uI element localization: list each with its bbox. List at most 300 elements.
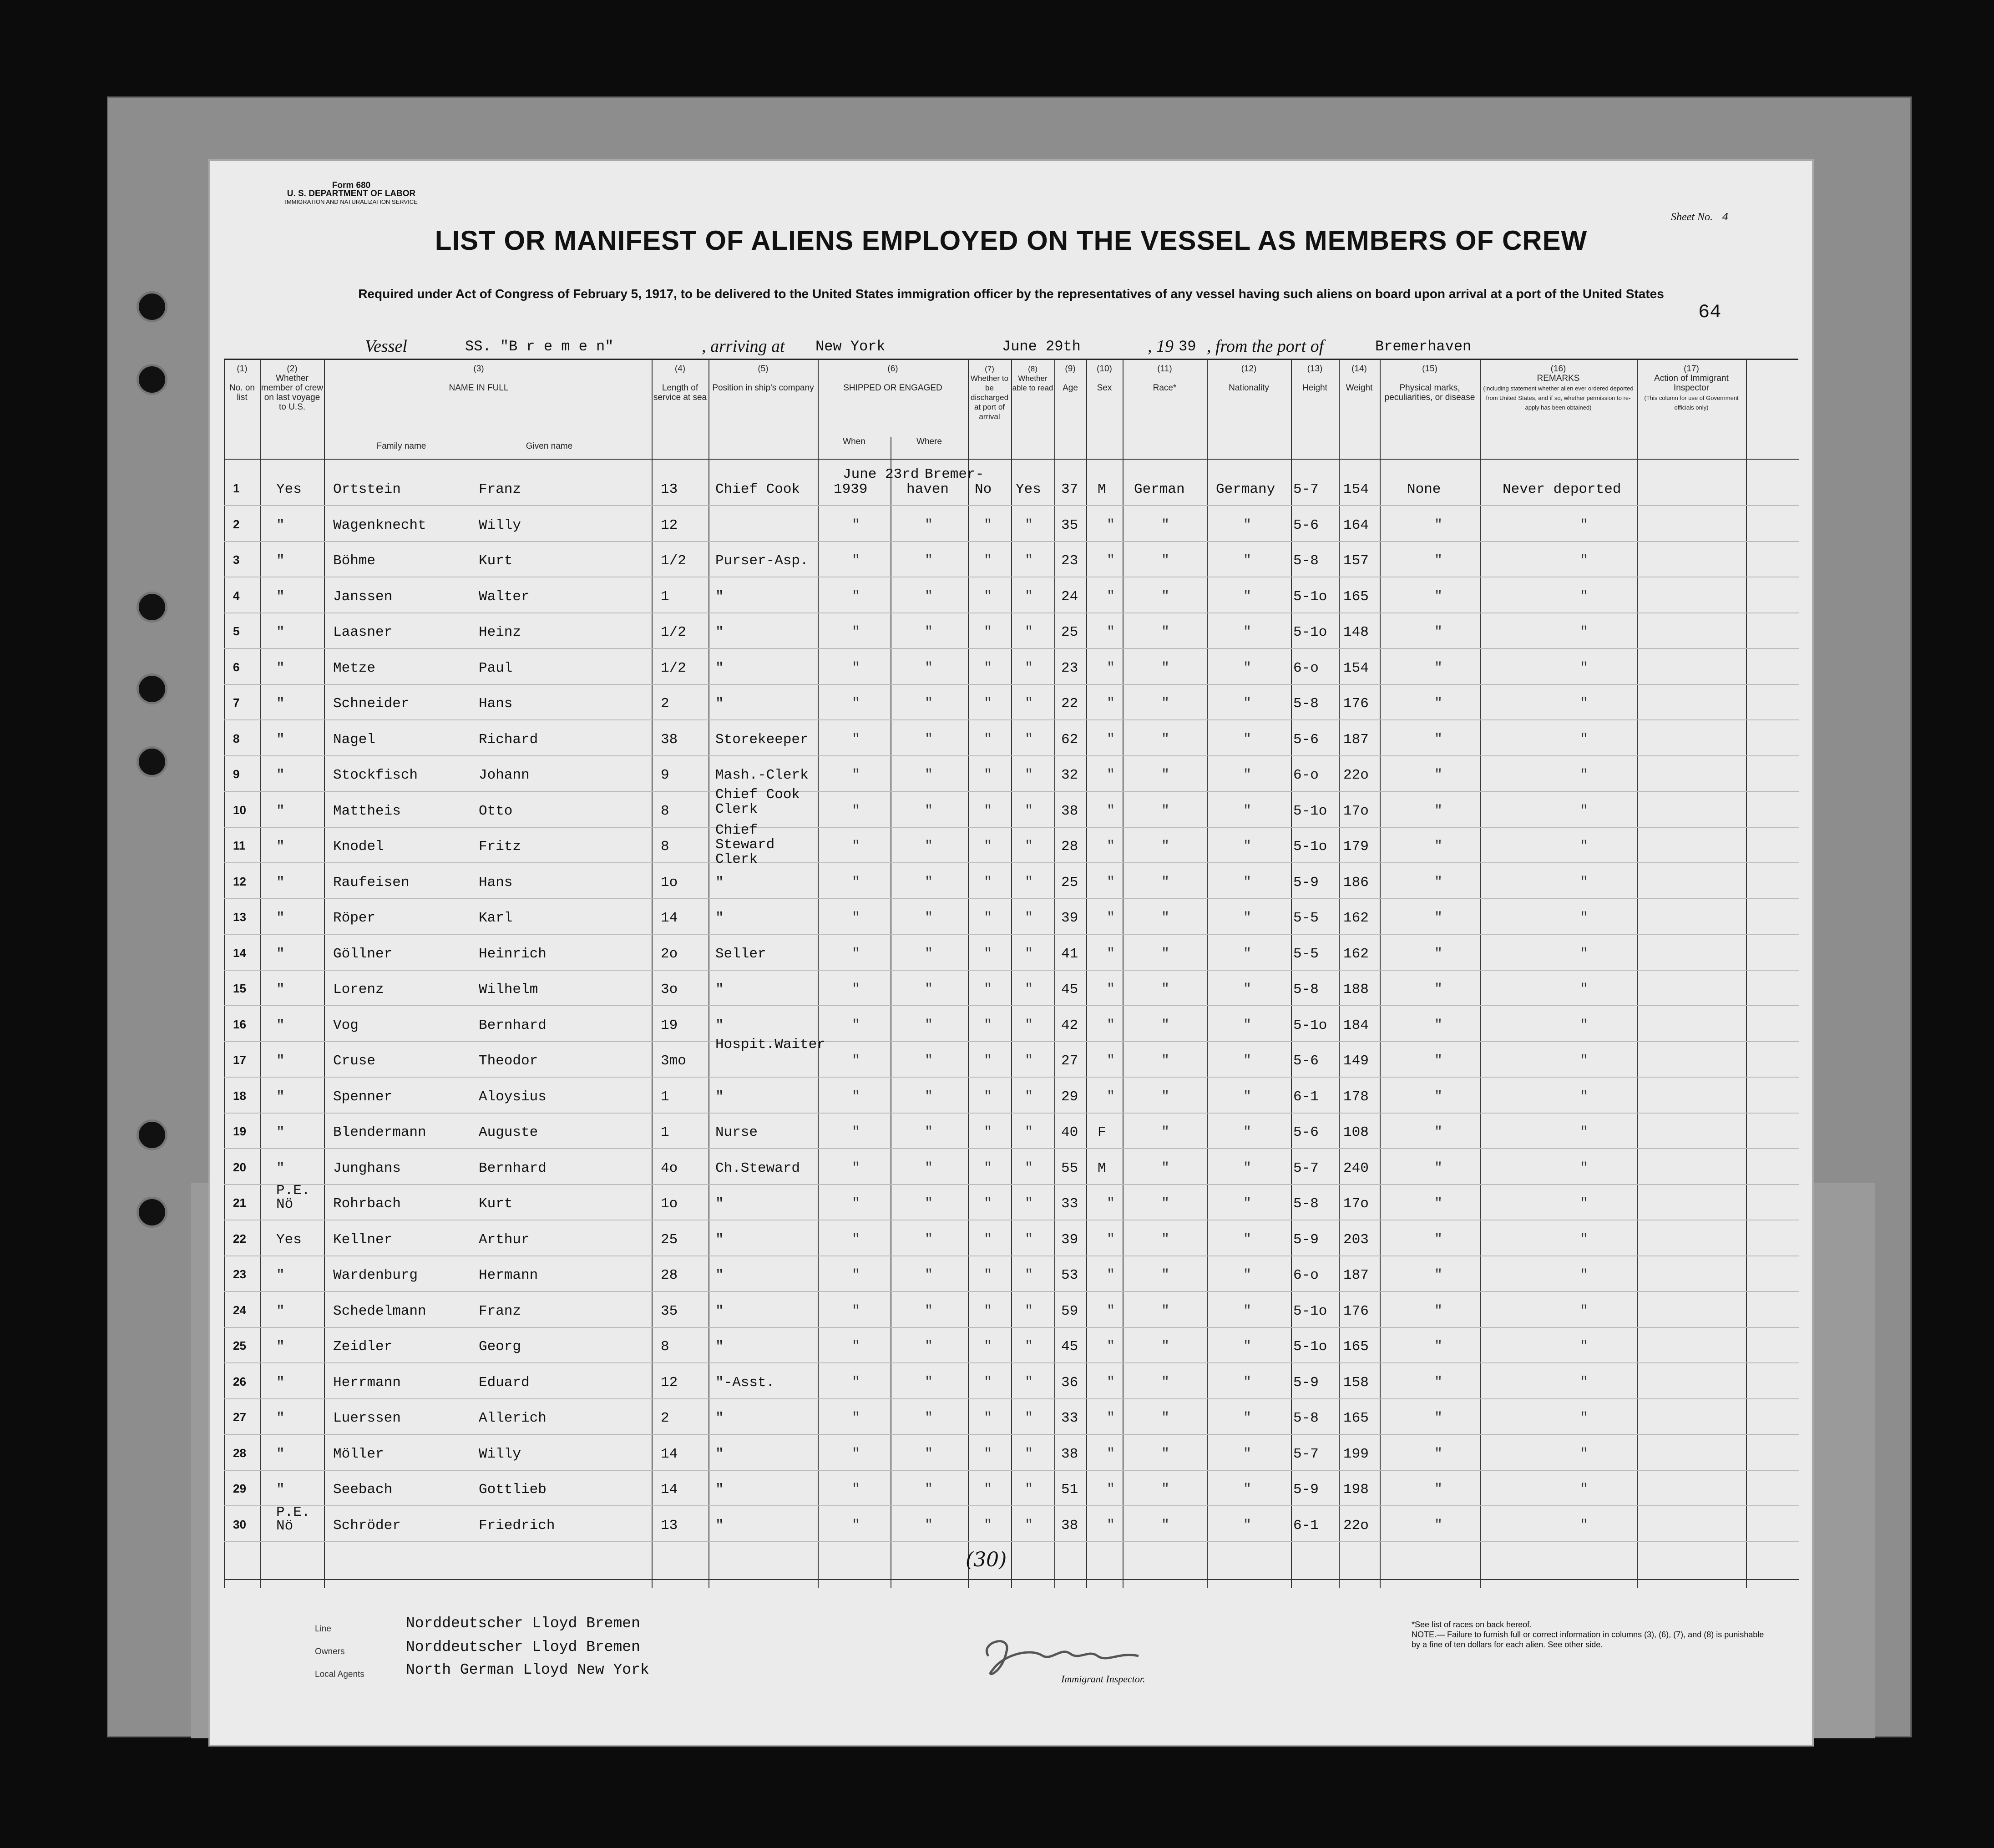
manifest-footer [256,1606,1776,1720]
cell-service: 25 [661,1231,678,1248]
cell-family: Schröder [333,1517,401,1534]
cell-read: " [1025,803,1033,819]
shipped-when-top: June 23rd [843,466,919,482]
cell-age: 23 [1061,660,1078,676]
cell-age: 33 [1061,1196,1078,1212]
cell-service: 1/2 [661,660,686,676]
cell-marks: " [1434,839,1443,854]
cell-sex: " [1107,982,1115,997]
cell-no: 20 [233,1160,246,1174]
cell-marks: " [1434,910,1443,926]
cell-read: " [1025,624,1033,640]
col-header-race: (11) Race* [1153,364,1177,393]
cell-when: " [852,1089,860,1104]
cell-position: "-Asst. [715,1374,775,1391]
table-row [224,1116,1799,1152]
cell-read: " [1025,1374,1033,1390]
races-note: *See list of races on back hereof. [1412,1620,1532,1629]
cell-height: 5-1o [1293,803,1327,819]
table-row [224,509,1799,545]
cell-weight: 184 [1343,1017,1369,1033]
col-header-service: (4) Length of service at sea [653,364,707,402]
fine-note: NOTE.— Failure to furnish full or correct information in columns (3), (6), (7), and (8) is punishable by a fine of ten dollars for each alien. See other side. [1412,1630,1764,1649]
cell-weight: 149 [1343,1053,1369,1069]
cell-no: 12 [233,874,246,888]
cell-sex: " [1107,1231,1115,1247]
cell-weight: 165 [1343,1339,1369,1355]
cell-race: " [1161,1446,1170,1462]
cell-position: " [715,660,724,676]
cell-given: Arthur [479,1231,530,1248]
cell-nationality: " [1243,588,1252,604]
cell-family: Ortstein [333,481,401,497]
table-row [224,652,1799,688]
cell-no: 8 [233,731,240,745]
cell-family: Nagel [333,731,376,748]
cell-height: 6-1 [1293,1517,1319,1534]
cell-discharged: " [984,1339,992,1354]
cell-prev: " [276,874,285,891]
cell-service: 14 [661,1446,678,1462]
cell-discharged: " [984,1196,992,1211]
cell-race: " [1161,946,1170,962]
cell-where: " [925,946,933,962]
cell-marks: " [1434,1196,1443,1211]
cell-sex: M [1098,481,1106,497]
cell-sex: " [1107,1053,1115,1068]
cell-nationality: " [1243,731,1252,747]
cell-weight: 158 [1343,1374,1369,1391]
cell-age: 38 [1061,1446,1078,1462]
year-suffix: 39 [1179,338,1196,355]
cell-service: 4o [661,1160,678,1176]
cell-where: " [925,1160,933,1176]
cell-given: Fritz [479,839,521,855]
cell-sex: " [1107,1017,1115,1033]
cell-prev: " [276,517,285,533]
cell-where: " [925,624,933,640]
binder-hole [137,291,167,322]
cell-when: " [852,1482,860,1497]
cell-height: 6-o [1293,1267,1319,1283]
cell-height: 6-o [1293,767,1319,783]
cell-race: " [1161,660,1170,676]
cell-nationality: " [1243,1089,1252,1104]
cell-discharged: " [984,588,992,604]
cell-race: " [1161,696,1170,711]
cell-age: 33 [1061,1410,1078,1426]
cell-when: " [852,517,860,533]
cell-service: 2o [661,946,678,962]
cell-no: 11 [233,839,246,852]
cell-given: Hermann [479,1267,538,1283]
cell-remarks: " [1580,803,1589,819]
cell-race: " [1161,1410,1170,1426]
cell-age: 39 [1061,1231,1078,1248]
cell-service: 8 [661,1339,669,1355]
cell-race: " [1161,767,1170,783]
cell-when: " [852,1374,860,1390]
arriving-port: New York [815,338,886,355]
cell-prev: " [276,767,285,783]
cell-where: " [925,1482,933,1497]
cell-when: " [852,1517,860,1533]
cell-weight: 148 [1343,624,1369,640]
year-prefix: , 19 [1148,337,1174,356]
cell-weight: 157 [1343,553,1369,569]
table-row [224,938,1799,973]
cell-no: 17 [233,1053,246,1067]
cell-age: 37 [1061,481,1078,497]
cell-when: " [852,1124,860,1140]
cell-nationality: " [1243,803,1252,819]
cell-when: " [852,1160,860,1176]
cell-read: " [1025,1160,1033,1176]
table-row [224,1402,1799,1438]
cell-read: " [1025,660,1033,676]
cell-family: Cruse [333,1053,376,1069]
cell-prev: " [276,1089,285,1105]
arriving-label: , arriving at [702,337,785,356]
agents-label: Local Agents [315,1670,364,1679]
cell-marks: " [1434,1017,1443,1033]
cell-weight: 187 [1343,731,1369,748]
col-header-no: (1) No. on list [229,364,255,402]
cell-when: " [852,1231,860,1247]
cell-race: " [1161,1089,1170,1104]
cell-height: 5-1o [1293,1017,1327,1033]
cell-given: Franz [479,481,521,497]
cell-no: 30 [233,1517,246,1531]
cell-nationality: " [1243,1053,1252,1068]
cell-discharged: " [984,767,992,783]
cell-marks: " [1434,1053,1443,1068]
cell-nationality: " [1243,696,1252,711]
cell-family: Luerssen [333,1410,401,1426]
cell-where: " [925,1196,933,1211]
cell-read: " [1025,731,1033,747]
line-value: Norddeutscher Lloyd Bremen [406,1615,640,1632]
col-header-nationality: (12) Nationality [1229,364,1269,393]
cell-discharged: " [984,1446,992,1462]
cell-age: 45 [1061,982,1078,997]
cell-given: Auguste [479,1124,538,1140]
cell-where: " [925,1231,933,1247]
cell-prev: " [276,731,285,748]
cell-marks: " [1434,1517,1443,1533]
cell-nationality: " [1243,1482,1252,1497]
cell-when: " [852,982,860,997]
cell-given: Paul [479,660,513,676]
cell-no: 16 [233,1017,246,1031]
cell-given: Willy [479,1446,521,1462]
cell-family: Vog [333,1017,359,1033]
cell-nationality: " [1243,660,1252,676]
cell-family: Böhme [333,553,376,569]
cell-given: Heinrich [479,946,547,962]
cell-marks: " [1434,1089,1443,1104]
cell-marks: " [1434,624,1443,640]
cell-family: Blendermann [333,1124,426,1140]
cell-read: " [1025,696,1033,711]
cell-discharged: " [984,1089,992,1104]
cell-when: " [852,1410,860,1426]
cell-height: 5-1o [1293,588,1327,605]
cell-nationality: " [1243,767,1252,783]
cell-sex: " [1107,1374,1115,1390]
cell-marks: " [1434,1160,1443,1176]
cell-position: " [715,1196,724,1212]
cell-race: " [1161,1374,1170,1390]
table-row [224,545,1799,580]
cell-weight: 162 [1343,946,1369,962]
cell-given: Friedrich [479,1517,555,1534]
cell-remarks: " [1580,1482,1589,1497]
cell-race: " [1161,839,1170,854]
cell-read: " [1025,1231,1033,1247]
cell-sex: " [1107,660,1115,676]
cell-read: " [1025,1017,1033,1033]
cell-given: Wilhelm [479,982,538,997]
table-row [224,473,1799,509]
cell-where: " [925,517,933,533]
cell-discharged: " [984,874,992,890]
cell-weight: 187 [1343,1267,1369,1283]
cell-discharged: " [984,1231,992,1247]
cell-service: 2 [661,1410,669,1426]
inspector-label: Immigrant Inspector. [1061,1673,1145,1685]
cell-discharged: " [984,624,992,640]
cell-prev: " [276,1410,285,1426]
cell-no: 4 [233,588,240,602]
cell-sex: " [1107,839,1115,854]
cell-where: " [925,696,933,711]
cell-age: 45 [1061,1339,1078,1355]
cell-height: 5-8 [1293,696,1319,712]
cell-position: Chief Cook [715,481,800,497]
cell-sex: " [1107,910,1115,926]
cell-height: 5-7 [1293,481,1319,497]
cell-when: " [852,553,860,568]
cell-where: " [925,553,933,568]
cell-race: German [1134,481,1185,497]
cell-no: 3 [233,553,240,567]
cell-when: " [852,874,860,890]
cell-position: " [715,1482,724,1498]
cell-height: 5-6 [1293,731,1319,748]
cell-age: 39 [1061,910,1078,926]
cell-no: 6 [233,660,240,674]
cell-nationality: " [1243,874,1252,890]
cell-service: 1 [661,1089,669,1105]
cell-when: " [852,1053,860,1068]
cell-sex: " [1107,767,1115,783]
cell-family: Röper [333,910,376,926]
cell-sex: " [1107,1517,1115,1533]
cell-when: " [852,1017,860,1033]
cell-remarks: Never deported [1503,481,1621,497]
table-row [224,822,1799,867]
cell-where: haven [906,481,949,497]
cell-when: " [852,910,860,926]
cell-marks: " [1434,1374,1443,1390]
cell-when: " [852,839,860,854]
cell-family: Möller [333,1446,384,1462]
table-row [224,1009,1799,1045]
cell-race: " [1161,1017,1170,1033]
table-row [224,616,1799,652]
cell-position: Ch.Steward [715,1160,800,1176]
table-row [224,973,1799,1009]
owners-value: Norddeutscher Lloyd Bremen [406,1639,640,1656]
cell-service: 38 [661,731,678,748]
cell-marks: " [1434,553,1443,568]
cell-service: 1 [661,588,669,605]
cell-nationality: " [1243,1446,1252,1462]
cell-prev: " [276,553,285,569]
cell-nationality: " [1243,553,1252,568]
cell-service: 1/2 [661,553,686,569]
sheet-number: 4 [1721,212,1729,224]
cell-race: " [1161,1303,1170,1319]
cell-service: 1 [661,1124,669,1140]
col-header-weight: (14) Weight [1346,364,1373,393]
cell-height: 5-5 [1293,946,1319,962]
cell-remarks: " [1580,696,1589,711]
cell-when: " [852,1196,860,1211]
cell-height: 5-8 [1293,553,1319,569]
cell-remarks: " [1580,731,1589,747]
cell-race: " [1161,982,1170,997]
cell-race: " [1161,1267,1170,1283]
cell-no: 2 [233,517,240,531]
cell-marks: " [1434,588,1443,604]
cell-race: " [1161,1160,1170,1176]
table-row [224,1152,1799,1188]
cell-family: Rohrbach [333,1196,401,1212]
cell-age: 55 [1061,1160,1078,1176]
cell-discharged: " [984,803,992,819]
cell-weight: 165 [1343,1410,1369,1426]
cell-prev: " [276,1017,285,1033]
cell-weight: 179 [1343,839,1369,855]
cell-remarks: " [1580,874,1589,890]
cell-position: " [715,1517,724,1534]
cell-sex: " [1107,874,1115,890]
cell-marks: " [1434,1446,1443,1462]
table-row [224,1183,1799,1223]
cell-race: " [1161,553,1170,568]
cell-height: 5-6 [1293,517,1319,533]
cell-where: " [925,839,933,854]
cell-race: " [1161,1482,1170,1497]
cell-position: " [715,624,724,640]
cell-family: Kellner [333,1231,393,1248]
cell-service: 12 [661,517,678,533]
cell-when: " [852,660,860,676]
cell-discharged: " [984,1017,992,1033]
cell-remarks: " [1580,1124,1589,1140]
cell-given: Willy [479,517,521,533]
cell-where: " [925,1017,933,1033]
cell-when: " [852,1303,860,1319]
cell-where: " [925,803,933,819]
cell-sex: " [1107,1482,1115,1497]
page-number: 64 [1698,301,1721,323]
col-header-name: (3) NAME IN FULL [449,364,509,393]
cell-height: 5-1o [1293,624,1327,640]
cell-age: 38 [1061,803,1078,819]
cell-given: Kurt [479,1196,513,1212]
cell-family: Schedelmann [333,1303,426,1319]
cell-height: 5-7 [1293,1446,1319,1462]
cell-race: " [1161,731,1170,747]
cell-nationality: " [1243,1231,1252,1247]
cell-family: Zeidler [333,1339,393,1355]
cell-weight: 240 [1343,1160,1369,1176]
cell-no: 10 [233,803,246,817]
cell-read: " [1025,1517,1033,1533]
vessel-line [210,336,1812,359]
cell-age: 27 [1061,1053,1078,1069]
cell-no: 1 [233,481,240,495]
table-row [224,866,1799,902]
binder-hole [137,1119,167,1150]
cell-prev: " [276,1053,285,1069]
cell-position: Nurse [715,1124,758,1140]
cell-nationality: " [1243,910,1252,926]
cell-family: Wardenburg [333,1267,418,1283]
cell-service: 1o [661,1196,678,1212]
cell-weight: 176 [1343,1303,1369,1319]
cell-remarks: " [1580,1231,1589,1247]
cell-where: " [925,874,933,890]
cell-prev: Yes [276,1231,302,1248]
table-row [224,786,1799,830]
cell-nationality: " [1243,1017,1252,1033]
cell-age: 32 [1061,767,1078,783]
cell-sex: " [1107,624,1115,640]
cell-family: Stockfisch [333,767,418,783]
col-header-read: (8) Whether able to read [1012,365,1053,392]
cell-discharged: " [984,1267,992,1283]
cell-nationality: Germany [1216,481,1275,497]
cell-marks: " [1434,1267,1443,1283]
cell-nationality: " [1243,624,1252,640]
cell-race: " [1161,517,1170,533]
cell-read: " [1025,1089,1033,1104]
document-title: LIST OR MANIFEST OF ALIENS EMPLOYED ON THE VESSEL AS MEMBERS OF CREW [435,225,1588,256]
table-row [224,1224,1799,1259]
cell-height: 5-1o [1293,1339,1327,1355]
cell-remarks: " [1580,624,1589,640]
cell-weight: 164 [1343,517,1369,533]
cell-no: 22 [233,1231,246,1246]
cell-height: 5-6 [1293,1124,1319,1140]
binder-hole [137,364,167,395]
col-header-sex: (10) Sex [1097,364,1112,393]
cell-remarks: " [1580,1303,1589,1319]
cell-weight: 108 [1343,1124,1369,1140]
cell-weight: 22o [1343,767,1369,783]
cell-remarks: " [1580,517,1589,533]
cell-weight: 186 [1343,874,1369,891]
cell-when: " [852,1267,860,1283]
cell-where: " [925,767,933,783]
cell-race: " [1161,1053,1170,1068]
table-row [224,1331,1799,1366]
table-row [224,1259,1799,1295]
